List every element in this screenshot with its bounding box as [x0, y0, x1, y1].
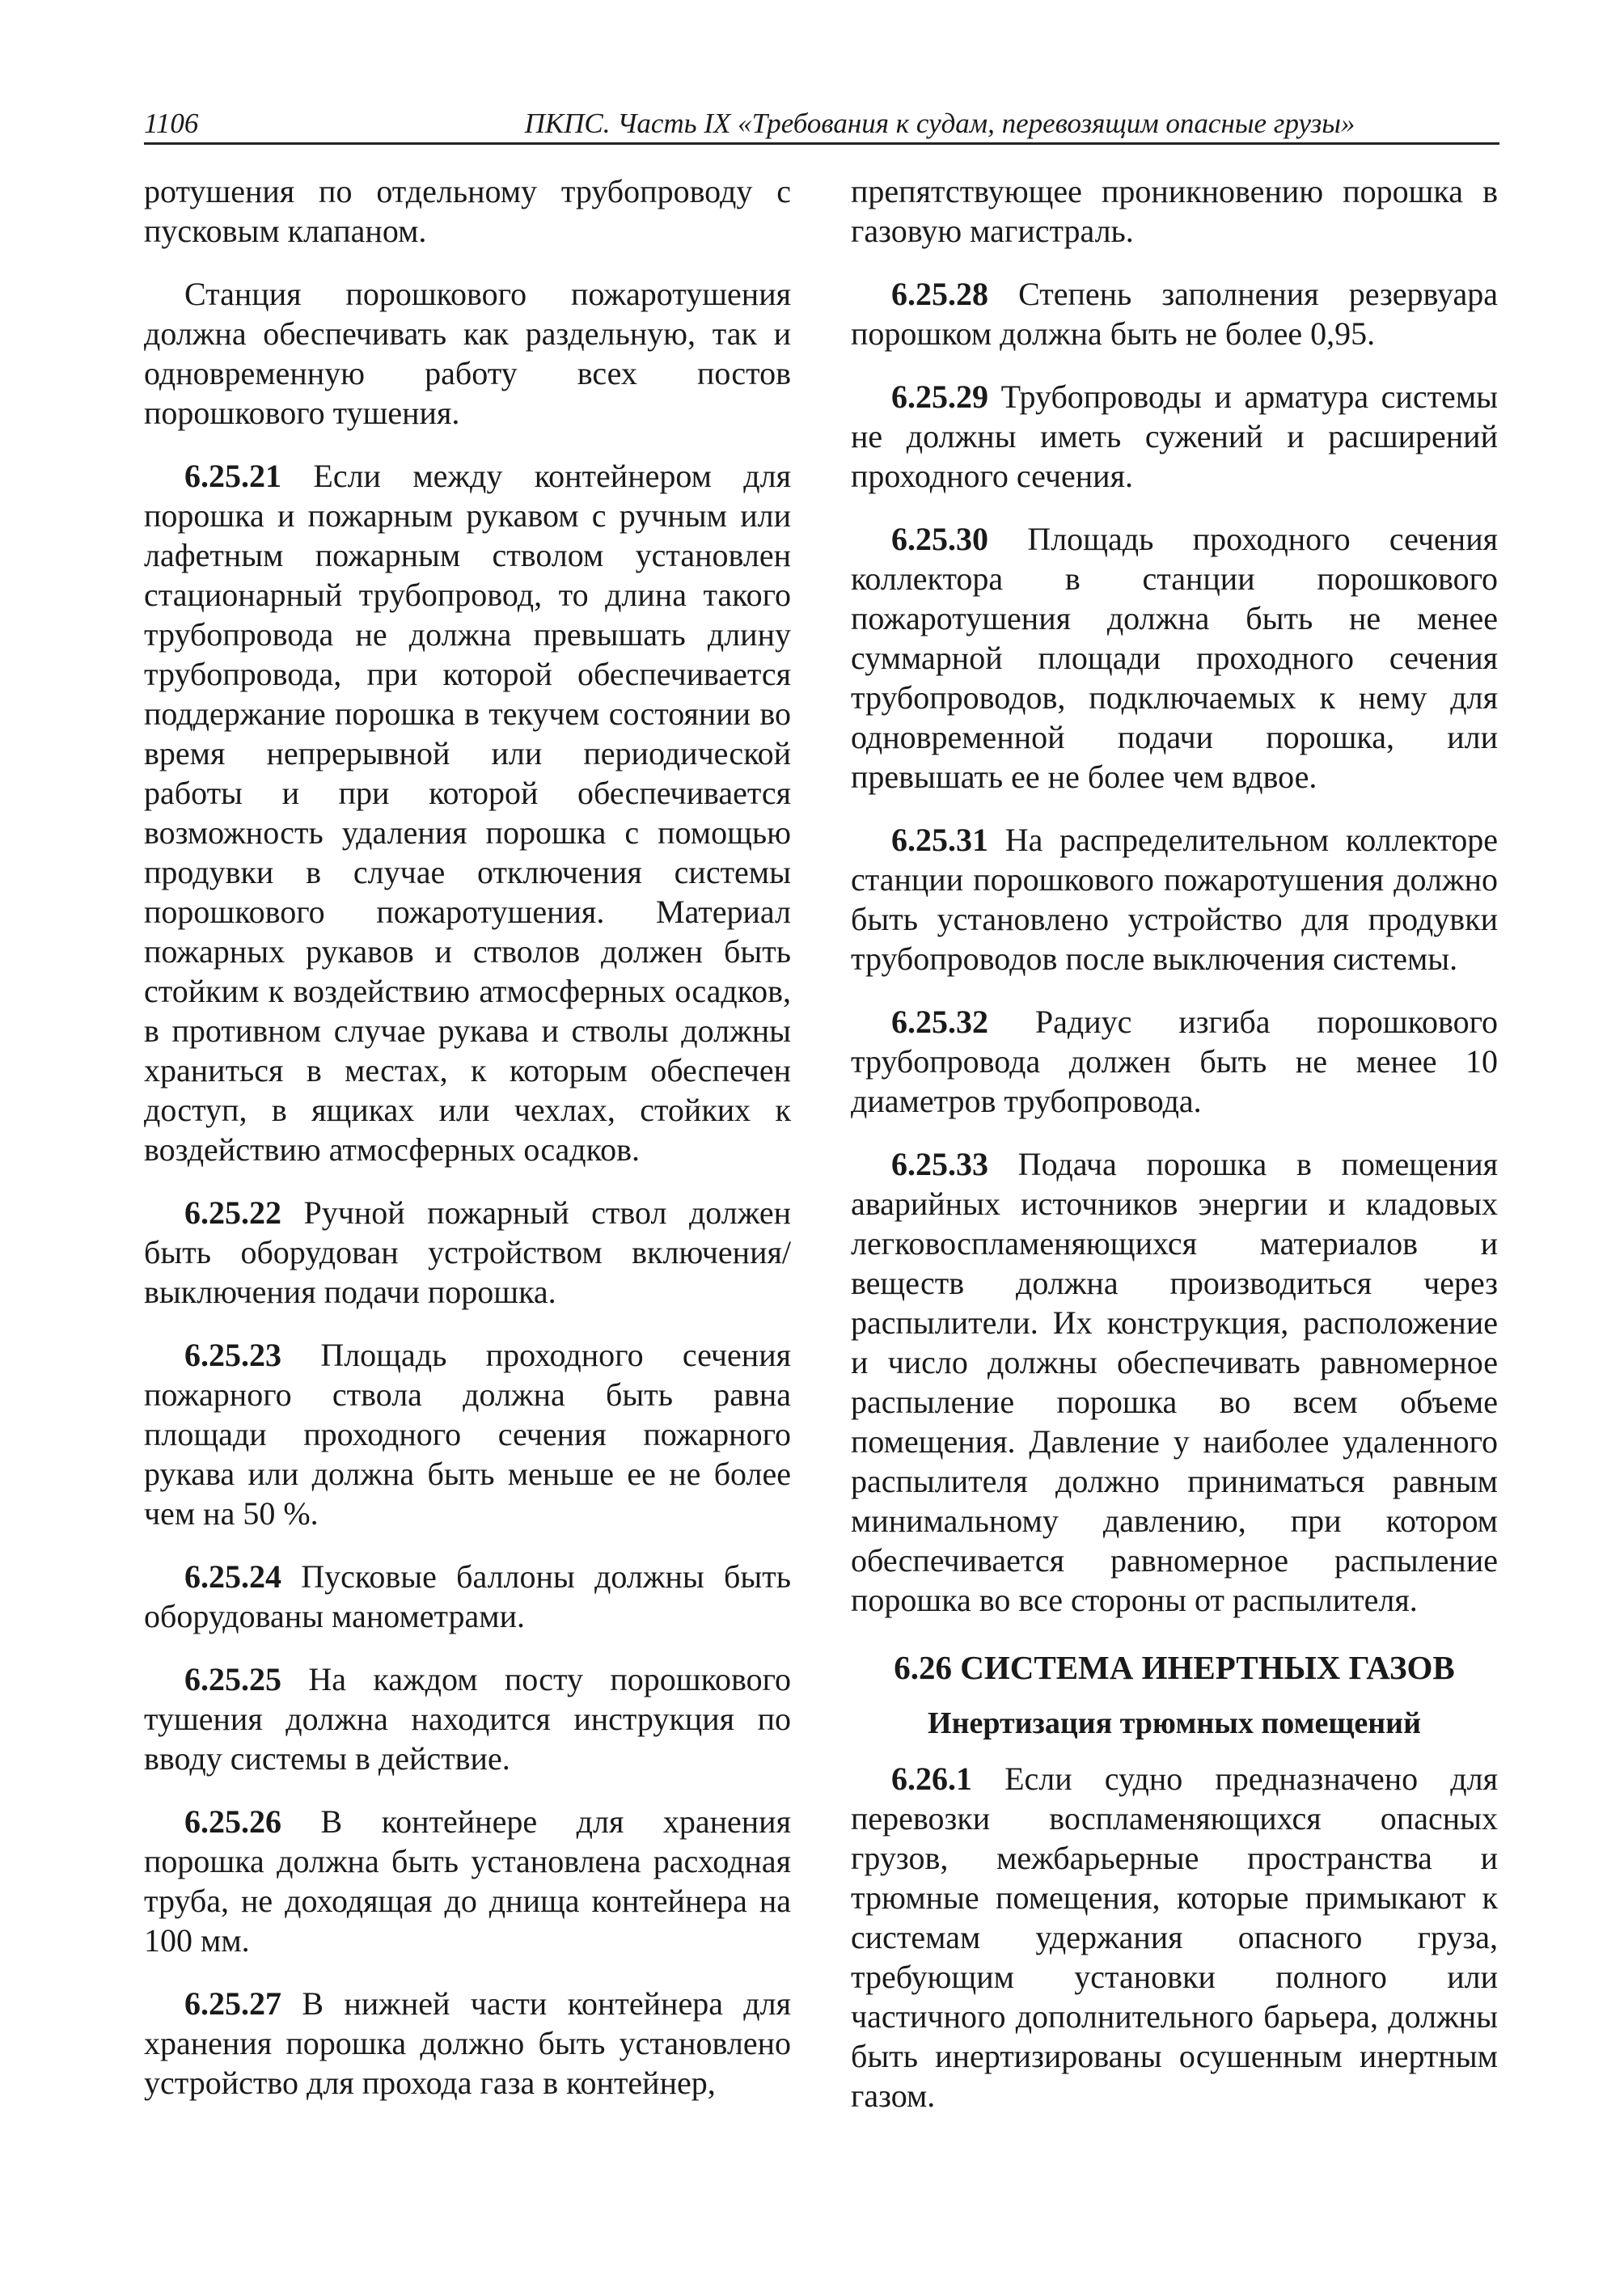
clause-number: 6.25.31 — [891, 822, 988, 858]
paragraph-continuation: ротушения по отдельному трубопроводу с пусковым клапаном. — [144, 173, 791, 249]
clause-6-25-22: 6.25.22 Ручной пожарный ствол должен быть оборудован устройством включения/выключения подачи порошка. — [144, 1194, 791, 1310]
clause-6-25-30: 6.25.30 Площадь проходного сечения коллектора в станции порошкового пожаротушения должна быть не менее суммарной площади проходного сечения трубопроводов, подключаемых к нему для одновременной подачи порошка, или превышать ее не более чем вдвое. — [851, 521, 1498, 795]
clause-number: 6.25.28 — [891, 276, 988, 312]
clause-6-25-23: 6.25.23 Площадь проходного сечения пожарного ствола должна быть равна площади проходного сечения пожарного рукава или должна быть меньше ее не более чем на 50 %. — [144, 1337, 791, 1532]
running-header — [144, 105, 1499, 145]
section-heading: 6.26 СИСТЕМА ИНЕРТНЫХ ГАЗОВ — [894, 1649, 1455, 1686]
clause-number: 6.26.1 — [891, 1761, 972, 1797]
clause-6-25-28: 6.25.28 Степень заполнения резервуара порошком должна быть не более 0,95. — [851, 276, 1498, 352]
left-column — [144, 171, 791, 2106]
clause-number: 6.25.29 — [891, 378, 988, 415]
page-number: 1106 — [144, 108, 199, 139]
clause-number: 6.25.26 — [184, 1803, 281, 1840]
clause-number: 6.25.24 — [184, 1558, 281, 1595]
paragraph-continuation: препятствующее проникновению порошка в газовую магистраль. — [851, 173, 1498, 249]
clause-6-25-26: 6.25.26 В контейнере для хранения порошка должна быть установлена расходная труба, не доходящая до днища контейнера на 100 мм. — [144, 1803, 791, 1959]
clause-number: 6.25.23 — [184, 1337, 281, 1373]
clause-6-25-27: 6.25.27 В нижней части контейнера для хранения порошка должно быть установлено устройство для прохода газа в контейнер, — [144, 1985, 791, 2101]
running-title: ПКПС. Часть IX «Требования к судам, перевозящим опасные грузы» — [524, 108, 1355, 139]
clause-number: 6.25.27 — [184, 1985, 281, 2022]
clause-6-25-31: 6.25.31 На распределительном коллекторе станции порошкового пожаротушения должно быть установлено устройство для продувки трубопроводов после выключения системы. — [851, 822, 1498, 977]
clause-6-25-21: 6.25.21 Если между контейнером для порошка и пожарным рукавом с ручным или лафетным пожарным стволом установлен стационарный трубопровод, то длина такого трубопровода не должна превышать длину трубопровода, при которой обеспечивается поддержание порошка в текучем состоянии во время непрерывной или периодической работы и при которой обеспечивается возможность удаления порошка с помощью продувки в случае отключения системы порошкового пожаротушения. Материал пожарных рукавов и стволов должен быть стойким к воздействию атмосферных осадков, в противном случае рукава и стволы должны храниться в местах, к которым обеспечен доступ, в ящиках или чехлах, стойких к воздействию атмосферных осадков. — [144, 458, 791, 1168]
clause-6-25-25: 6.25.25 На каждом посту порошкового тушения должна находится инструкция по вводу системы в действие. — [144, 1661, 791, 1777]
right-column — [851, 171, 1498, 2119]
clause-number: 6.25.22 — [184, 1194, 281, 1231]
clause-number: 6.25.30 — [891, 521, 988, 557]
clause-number: 6.25.32 — [891, 1004, 988, 1040]
clause-6-25-29: 6.25.29 Трубопроводы и арматура системы не должны иметь сужений и расширений проходного сечения. — [851, 378, 1498, 494]
clause-6-25-33: 6.25.33 Подача порошка в помещения аварийных источников энергии и кладовых легковоспламеняющихся материалов и веществ должна производиться через распылители. Их конструкция, расположение и число должны обеспечивать равномерное распыление порошка во всем объеме помещения. Давление у наиболее удаленного распылителя должно приниматься равным минимальному давлению, при котором обеспечивается равномерное распыление порошка во все стороны от распылителя. — [851, 1146, 1498, 1618]
clause-number: 6.25.33 — [891, 1146, 988, 1182]
clause-number: 6.25.21 — [184, 458, 281, 494]
clause-number: 6.25.25 — [184, 1661, 281, 1697]
subsection-heading: Инертизация трюмных помещений — [928, 1706, 1421, 1740]
clause-6-26-1: 6.26.1 Если судно предназначено для перевозки воспламеняющихся опасных грузов, межбарьерные пространства и трюмные помещения, которые примыкают к системам удержания опасного груза, требующим установки полного или частичного дополнительного барьера, должны быть инертизированы осушенным инертным газом. — [851, 1761, 1498, 2114]
paragraph-station: Станция порошкового пожаротушения должна обеспечивать как раздельную, так и одновременную работу всех постов порошкового тушения. — [144, 276, 791, 431]
clause-6-25-24: 6.25.24 Пусковые баллоны должны быть оборудованы манометрами. — [144, 1558, 791, 1634]
clause-6-25-32: 6.25.32 Радиус изгиба порошкового трубопровода должен быть не менее 10 диаметров трубопровода. — [851, 1004, 1498, 1119]
